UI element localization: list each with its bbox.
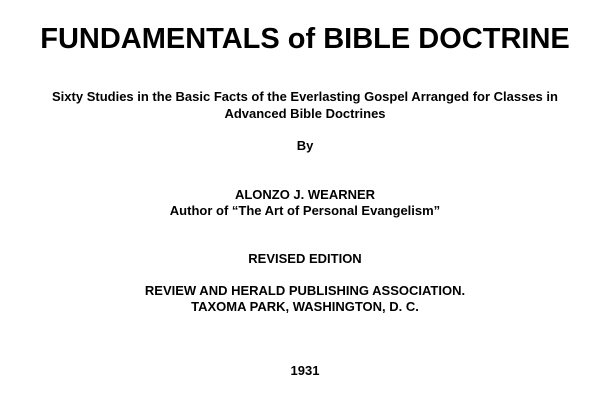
author-credit: Author of “The Art of Personal Evangelism”: [169, 203, 441, 218]
edition-label: REVISED EDITION: [248, 251, 362, 266]
book-subtitle: [0, 88, 610, 122]
book-title: FUNDAMENTALS of BIBLE DOCTRINE: [40, 23, 570, 55]
subtitle-line-1: Sixty Studies in the Basic Facts of the Everlasting Gospel Arranged for Classes in: [52, 89, 558, 104]
publisher-name: REVIEW AND HERALD PUBLISHING ASSOCIATION.: [144, 283, 466, 298]
subtitle-line-2: Advanced Bible Doctrines: [224, 106, 386, 121]
author-name: ALONZO J. WEARNER: [234, 187, 376, 202]
publication-year: 1931: [290, 363, 320, 378]
publisher-address: TAXOMA PARK, WASHINGTON, D. C.: [191, 299, 419, 314]
by-label: By: [296, 138, 314, 153]
